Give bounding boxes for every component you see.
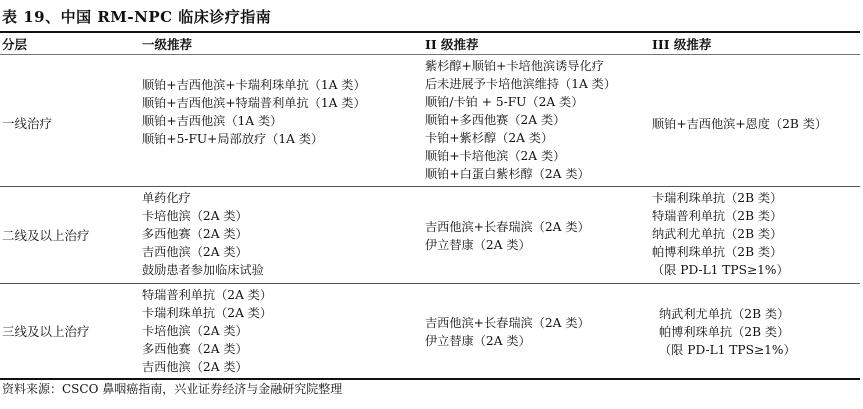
table-cell-line: 顺铂+吉西他滨（1A 类） [142,114,283,128]
row1-level1-cell [142,76,366,148]
table-cell-line: 帕博利珠单抗（2B 类） [652,245,783,259]
table-cell-line: 顺铂+吉西他滨+特瑞普利单抗（1A 类） [142,96,366,110]
source-note: 资料来源：CSCO 鼻咽癌指南，兴业证券经济与金融研究院整理 [2,382,343,396]
table-cell-line: （限 PD-L1 TPS≥1%） [652,263,789,277]
table-cell-line: 多西他赛（2A 类） [142,342,248,356]
header-level-2: II 级推荐 [425,37,479,52]
table-cell-line: 吉西他滨+长春瑞滨（2A 类） [425,316,590,330]
table-cell-line: 顺铂+白蛋白紫杉醇（2A 类） [425,167,590,181]
table-cell-line: 卡瑞利珠单抗（2B 类） [652,191,783,205]
table-cell-line: 帕博利珠单抗（2B 类） [659,325,790,339]
table-cell-line: 吉西他滨（2A 类） [142,245,248,259]
table-cell-line: 吉西他滨+长春瑞滨（2A 类） [425,220,590,234]
row-label-first-line: 一线治疗 [2,116,53,131]
row-label-third-line: 三线及以上治疗 [2,324,90,339]
table-cell-line: 顺铂+卡培他滨（2A 类） [425,149,566,163]
table-cell-line: （限 PD-L1 TPS≥1%） [659,343,796,357]
table-cell-line: 特瑞普利单抗（2A 类） [142,288,273,302]
table-cell-line: 吉西他滨（2A 类） [142,360,248,374]
table-cell-line: 卡培他滨（2A 类） [142,324,248,338]
bottom-rule [0,378,860,380]
table-cell-line: 后未进展予卡培他滨维持（1A 类） [425,77,617,91]
header-rule [0,54,860,55]
header-level-3: III 级推荐 [652,37,712,52]
header-stratification: 分层 [2,37,28,52]
table-cell-line: 顺铂/卡铂 + 5-FU（2A 类） [425,95,584,109]
table-cell-line: 顺铂+多西他赛（2A 类） [425,113,566,127]
row3-level2-cell [425,314,590,350]
table-cell-line: 卡瑞利珠单抗（2A 类） [142,306,273,320]
row-divider-2 [0,283,860,284]
table-cell-line: 多西他赛（2A 类） [142,227,248,241]
row-label-second-line: 二线及以上治疗 [2,228,90,243]
row3-level1-cell [142,286,272,376]
top-rule [0,31,860,33]
table-cell-line: 伊立替康（2A 类） [425,334,531,348]
row1-level3-cell [652,115,827,133]
table-title: 表 19、中国 RM-NPC 临床诊疗指南 [2,8,272,26]
header-level-1: 一级推荐 [142,37,193,52]
table-cell-line: 特瑞普利单抗（2B 类） [652,209,783,223]
table-cell-line: 顺铂+5-FU+局部放疗（1A 类） [142,132,324,146]
row3-level3-cell [659,305,796,359]
row-divider-1 [0,186,860,187]
table-cell-line: 纳武利尤单抗（2B 类） [652,227,783,241]
table-cell-line: 顺铂+吉西他滨+卡瑞利珠单抗（1A 类） [142,78,366,92]
row2-level2-cell [425,218,590,254]
table-cell-line: 伊立替康（2A 类） [425,238,531,252]
table-cell-line: 紫杉醇+顺铂+卡培他滨诱导化疗 [425,59,604,73]
table-cell-line: 卡培他滨（2A 类） [142,209,248,223]
table-cell-line: 纳武利尤单抗（2B 类） [659,307,790,321]
table-cell-line: 顺铂+吉西他滨+恩度（2B 类） [652,117,828,131]
table-cell-line: 单药化疗 [142,191,191,205]
row1-level2-cell [425,57,616,183]
row2-level1-cell [142,189,264,279]
table-cell-line: 卡铂+紫杉醇（2A 类） [425,131,554,145]
table-cell-line: 鼓励患者参加临床试验 [142,263,264,277]
row2-level3-cell [652,189,789,279]
